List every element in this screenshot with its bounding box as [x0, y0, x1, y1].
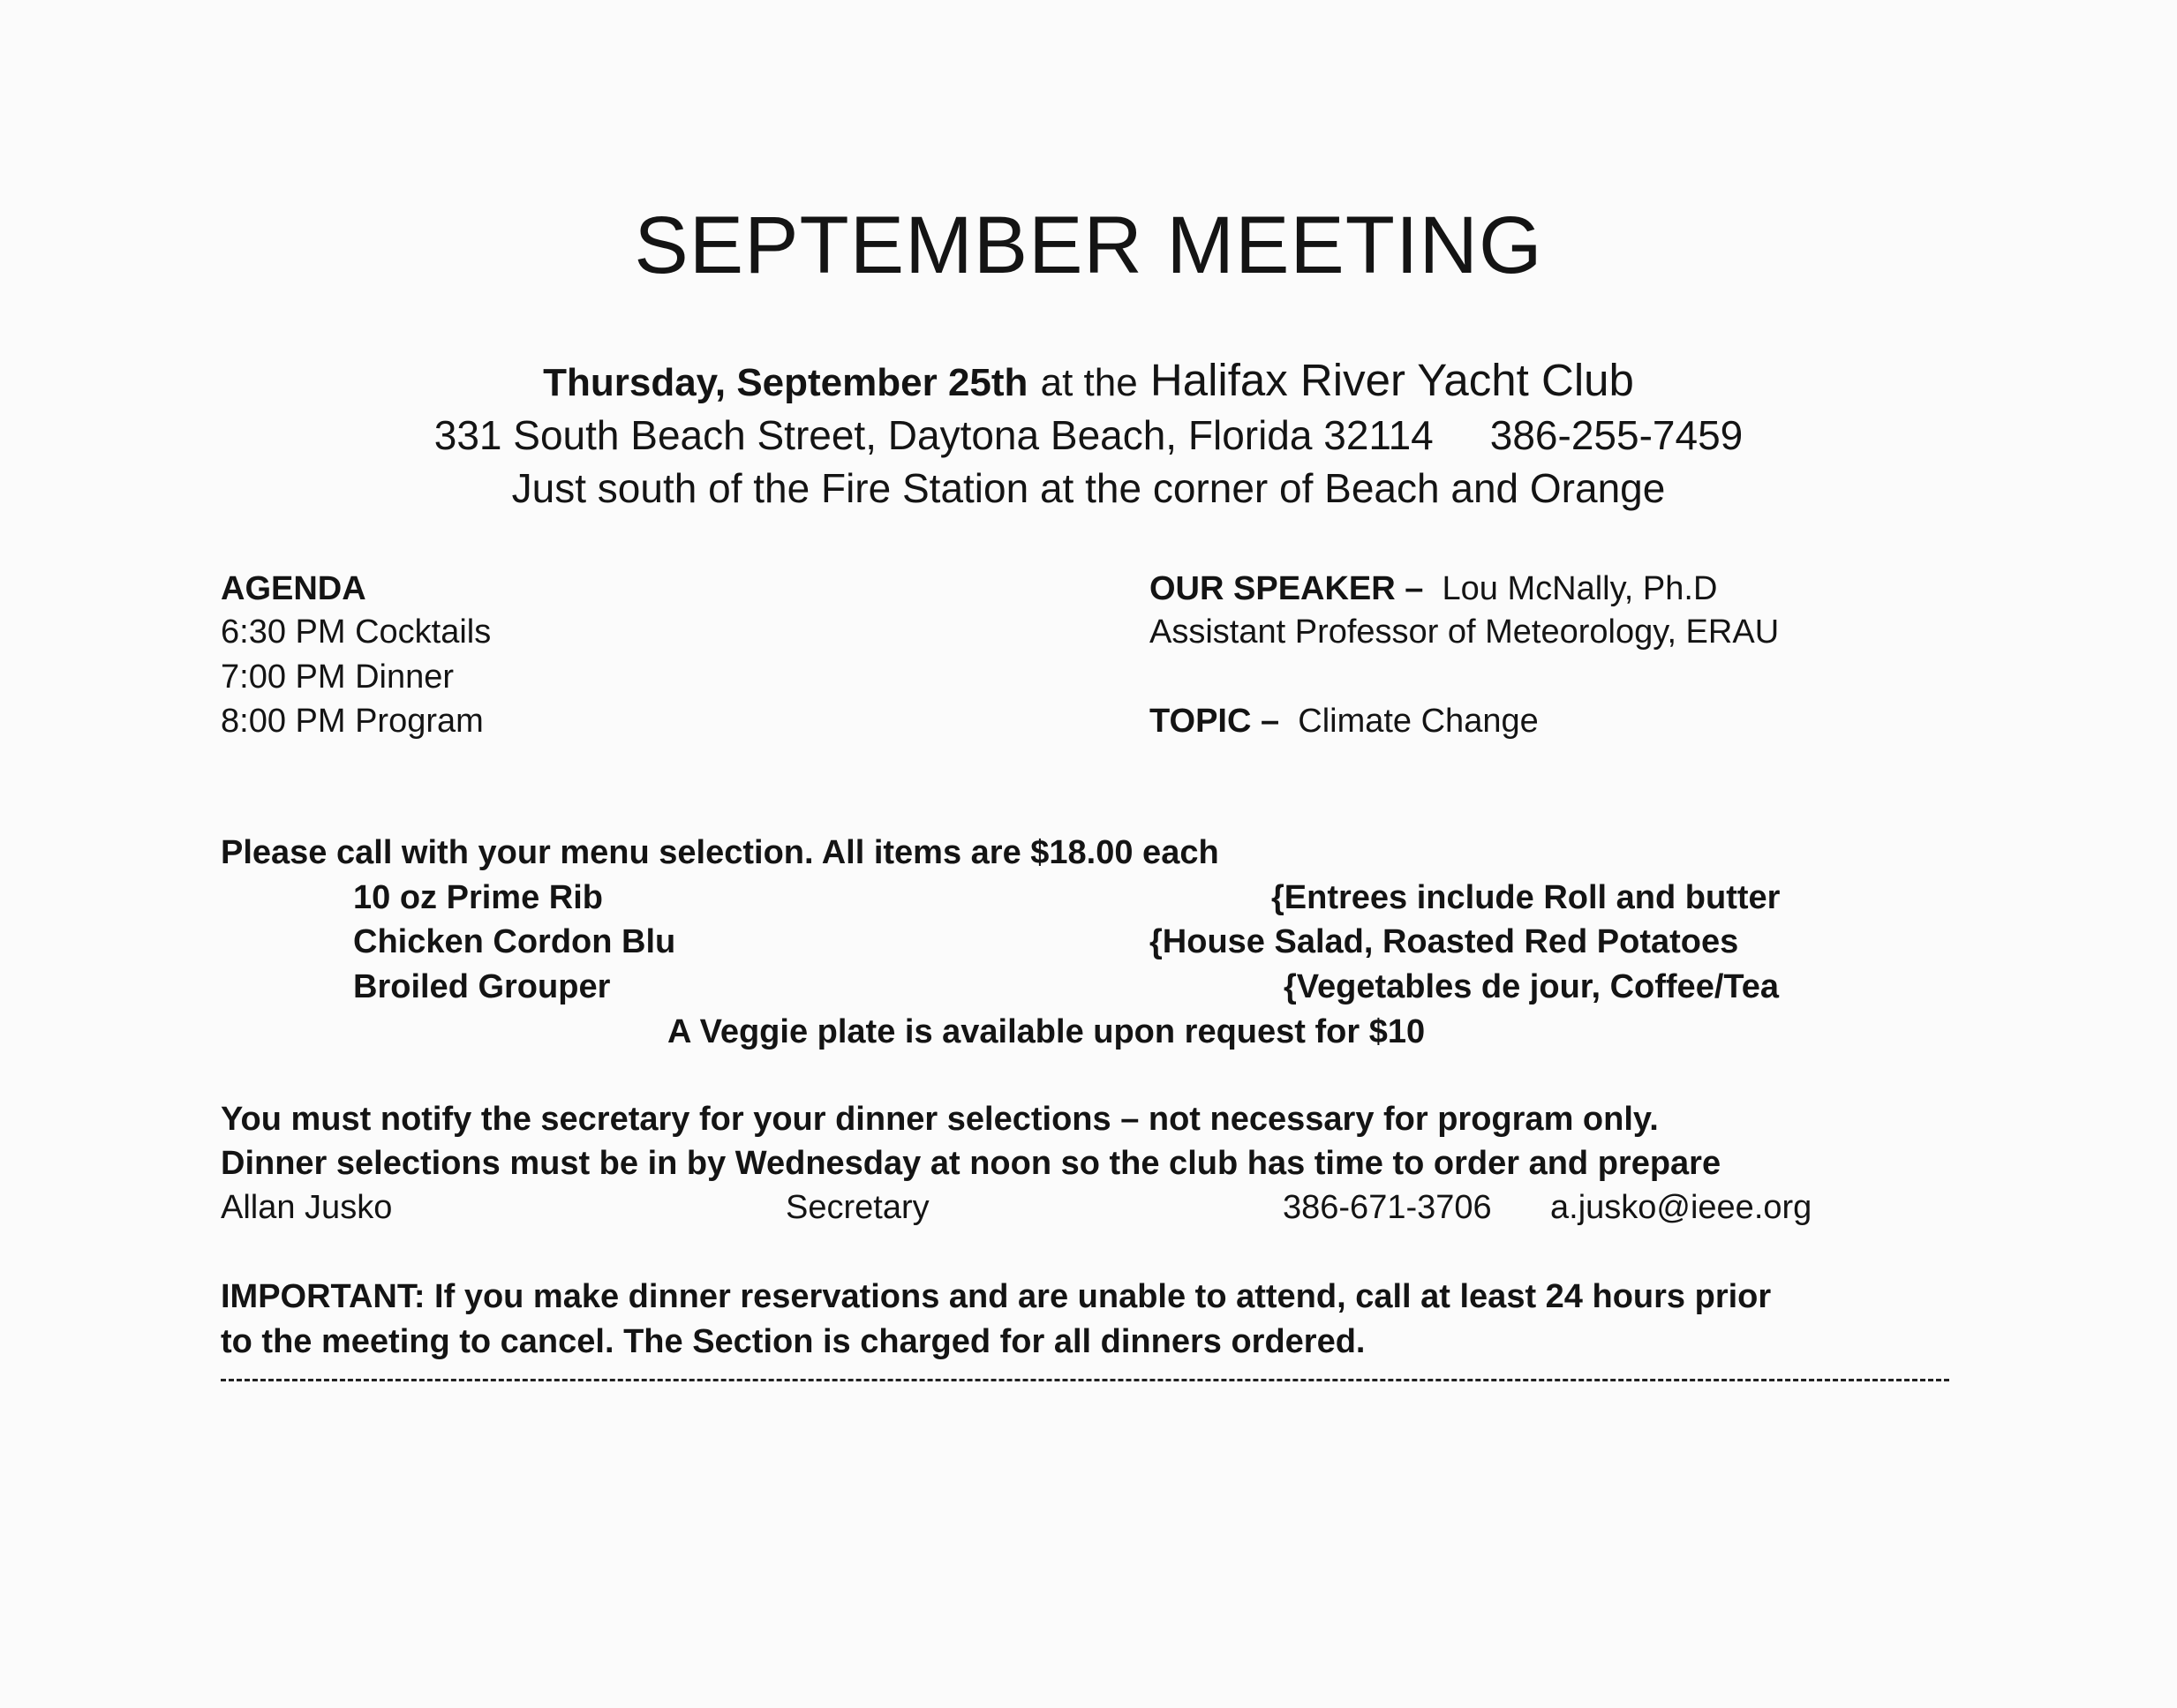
menu-includes: {Vegetables de jour, Coffee/Tea — [1284, 968, 1780, 1005]
topic-label: TOPIC – — [1149, 703, 1280, 740]
page-title: SEPTEMBER MEETING — [634, 200, 1543, 290]
contact-name: Allan Jusko — [221, 1189, 393, 1226]
event-address-line — [0, 412, 2177, 458]
contact-role: Secretary — [786, 1189, 930, 1226]
agenda-heading: AGENDA — [221, 570, 366, 607]
menu-includes: {House Salad, Roasted Red Potatoes — [1149, 923, 1739, 960]
event-address: 331 South Beach Street, Daytona Beach, Florida 32114 — [433, 412, 1434, 458]
important-line: IMPORTANT: If you make dinner reservations and are unable to attend, call at least 24 hours prior — [221, 1278, 1772, 1315]
menu-item: Chicken Cordon Blu — [353, 923, 676, 960]
event-at: at the — [1040, 361, 1138, 404]
speaker-label: OUR SPEAKER – — [1149, 570, 1424, 607]
event-phone: 386-255-7459 — [1489, 412, 1744, 458]
agenda-item: 7:00 PM Dinner — [221, 658, 455, 696]
cut-line-divider — [221, 1379, 1949, 1381]
menu-item: Broiled Grouper — [353, 968, 611, 1005]
menu-includes: {Entrees include Roll and butter — [1271, 879, 1781, 916]
notice-line: You must notify the secretary for your dinner selections – not necessary for program only. — [221, 1101, 1659, 1138]
speaker-line — [1149, 572, 1717, 606]
event-date: Thursday, September 25th — [543, 361, 1028, 404]
agenda-item: 6:30 PM Cocktails — [221, 613, 492, 651]
menu-item: 10 oz Prime Rib — [353, 879, 603, 916]
event-directions: Just south of the Fire Station at the corner of Beach and Orange — [511, 465, 1666, 511]
contact-phone: 386-671-3706 — [1283, 1189, 1492, 1226]
topic-line — [1149, 704, 1539, 738]
event-date-venue-line — [0, 357, 2177, 403]
notice-line: Dinner selections must be in by Wednesday at noon so the club has time to order and prepare — [221, 1145, 1721, 1182]
important-line: to the meeting to cancel. The Section is charged for all dinners ordered. — [221, 1323, 1366, 1360]
speaker-name: Lou McNally, Ph.D — [1442, 570, 1718, 607]
menu-intro: Please call with your menu selection. All items are $18.00 each — [221, 834, 1219, 871]
agenda-item: 8:00 PM Program — [221, 703, 484, 740]
event-venue: Halifax River Yacht Club — [1149, 355, 1634, 405]
veggie-note: A Veggie plate is available upon request for $10 — [667, 1013, 1426, 1050]
topic-value: Climate Change — [1298, 703, 1539, 740]
speaker-position: Assistant Professor of Meteorology, ERAU — [1149, 613, 1780, 651]
contact-email: a.jusko@ieee.org — [1550, 1189, 1812, 1226]
